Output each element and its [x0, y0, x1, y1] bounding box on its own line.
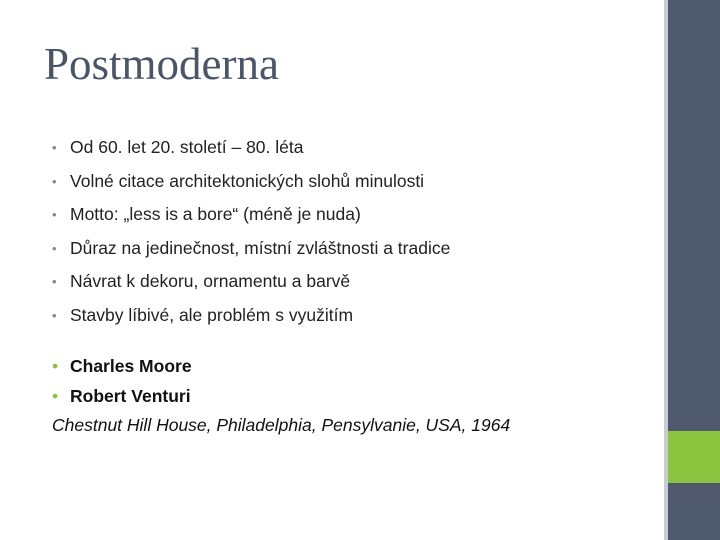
bullet-item: • Důraz na jedinečnost, místní zvláštnosti a tradice [52, 232, 450, 266]
architect-item: • Robert Venturi [52, 382, 510, 412]
bullet-item: • Stavby líbivé, ale problém s využitím [52, 299, 450, 333]
accent-green-square [668, 431, 720, 483]
slide-title: Postmoderna [44, 39, 279, 89]
architects-block [52, 352, 510, 441]
bullet-icon: • [52, 356, 59, 376]
building-caption: Chestnut Hill House, Philadelphia, Pensylvanie, USA, 1964 [52, 415, 511, 435]
bullet-icon: • [52, 140, 57, 155]
bullet-list [52, 131, 450, 332]
bullet-icon: • [52, 274, 57, 289]
bullet-item: • Volné citace architektonických slohů minulosti [52, 165, 450, 199]
bullet-icon: • [52, 207, 57, 222]
bullet-item: • Motto: „less is a bore“ (méně je nuda) [52, 198, 450, 232]
architect-item: • Charles Moore [52, 352, 510, 382]
bullet-icon: • [52, 240, 57, 256]
bullet-item: • Od 60. let 20. století – 80. léta [52, 131, 450, 165]
bullet-icon: • [52, 385, 59, 406]
bullet-item: • Návrat k dekoru, ornamentu a barvě [52, 265, 450, 299]
bullet-icon: • [52, 173, 57, 189]
bullet-icon: • [52, 307, 57, 323]
